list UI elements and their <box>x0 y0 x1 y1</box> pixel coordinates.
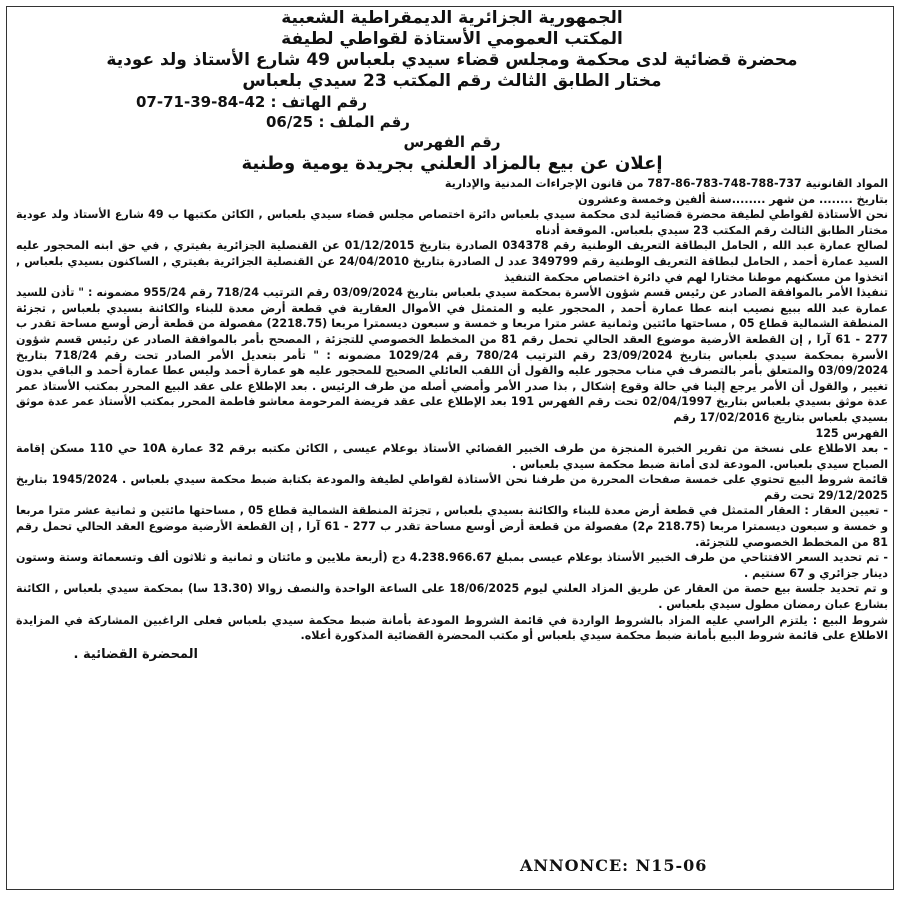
header-file-number: رقم الملف : 06/25 <box>266 113 410 131</box>
legal-notice <box>16 8 888 888</box>
legal-articles: المواد القانونية 737-788-748-783-86-787 من قانون الإجراءات المدنية والإدارية <box>444 177 888 190</box>
paragraph-index: الفهرس 125 <box>815 426 888 440</box>
notice-title: إعلان عن بيع بالمزاد العلني بجريدة يومية وطنية <box>241 153 663 174</box>
paragraph-order: تنفيذا الأمر بالموافقة الصادر عن رئيس قسم شؤون الأسرة بمحكمة سيدي بلعباس بتاريخ 03/09/2024 رقم الترتيب 718/24 رقم 955/24 مضمونه : " تأذن للسيد عمارة عبد الله ببيع نصيب ابنه عطا عمارة أحمد , المحجور عليه و المتمثل في الأموال العقارية في قطعة أرض معدة للبناء والكائنة بسيدي بلعباس , تجزئة المنطقة الشمالية قطاع 05 , مساحتها مائتين وثمانية عشر مترا مربعا و خمسة و سبعون ديسمترا مربعا (2218.75) مفصولة من قطعة أرض أوسع مساحة تقدر ب 277 - 61 آرا , إن القطعة الأرضية موضوع العقد الحالي تحمل رقم 81 من المخطط الخصوصي للتجزئة , المصحح بأمر بالموافقة الصادر عن رئيس قسم شؤون الأسرة بمحكمة سيدي بلعباس بتاريخ 23/09/2024 رقم الترتيب 780/24 رقم 1029/24 مضمونه : " تأمر بتعديل الأمر الصادر تحت رقم 718/24 بتاريخ 03/09/2024 والمتعلق بأمر بالتصرف في مناب محجور عليه والقول أن اللقب العائلي الصحيح للمحجور عليه هو عمارة أحمد وليس عطا عمارة أحمد و الباقي بدون تغيير , والقول أن الأمر يرجع إلينا في حالة وقوع إشكال , بذا صدر الأمر وأمضي أصله من طرف الرئيس . بعد الإطلاع على عقد البيع المحرر بمكتب الأستاذ عمر عدة موثق بسيدي بلعباس بتاريخ 02/04/1997 تحت رقم الفهرس 191 بعد الإطلاع على عقد فريضة المرحومة معاشو فاطمة المحرر بمكتب الأستاذ عمر عدة موثق بسيدي بلعباس بتاريخ 17/02/2016 رقم <box>16 286 888 424</box>
header-phone: رقم الهاتف : 42-84-39-71-07 <box>136 93 368 111</box>
header-address: مختار الطابق الثالث رقم المكتب 23 سيدي بلعباس <box>242 71 662 91</box>
signature: المحضرة القضائية . <box>73 646 198 662</box>
paragraph-property: - تعيين العقار : العقار المتمثل في قطعة أرض معدة للبناء والكائنة بسيدي بلعباس , تجزئة المنطقة الشمالية قطاع 05 , مساحتها مائتين و ثمانية عشر مترا مربعا و خمسة و سبعون ديسمترا مربعا (218.75 م2) مفصولة من قطعة أرض أوسع مساحة تقدر ب 277 - 61 آرا , إن القطعة الأرضية موضوع العقد الحالي تحمل رقم 81 من المخطط الخصوصي للتجزئة. <box>16 504 888 549</box>
header-index: رقم الفهرس <box>403 133 501 151</box>
notice-body <box>16 176 888 644</box>
paragraph-sale-conditions: شروط البيع : يلتزم الراسي عليه المزاد بالشروط الواردة في قائمة الشروط المودعة بأمانة ضبط محكمة سيدي بلعباس فعلى الراغبين المشاركة في المزايدة الاطلاع على قائمة شروط البيع بأمانة ضبط محكمة سيدي بلعباس أو مكتب المحضرة القضائية المذكورة أعلاه. <box>16 613 888 643</box>
notice-date: بتاريخ ........ من شهر ........سنة ألفين وخمسة وعشرون <box>578 192 888 206</box>
paragraph-conditions-list: قائمة شروط البيع تحتوي على خمسة صفحات المحررة من طرفنا نحن الأستاذة لقواطي لطيفة والمودعة بكتابة ضبط محكمة سيدي بلعباس . 1945/2024 بتاريخ 29/12/2025 تحت رقم <box>16 473 888 502</box>
header-office: المكتب العمومي الأستاذة لقواطي لطيفة <box>281 29 623 49</box>
paragraph-bailiff: نحن الأستاذة لقواطي لطيفة محضرة قضائية لدى محكمة سيدي بلعباس دائرة اختصاص مجلس قضاء سيدي بلعباس , الكائن مكتبها ب 49 شارع الأستاذ ولد عودية مختار الطابق الثالث رقم المكتب 23 سيدي بلعباس. الموقعة أدناه <box>16 208 888 237</box>
paragraph-expertise: - بعد الاطلاع على نسخة من تقرير الخبرة المنجزة من طرف الخبير القضائي الأستاذ بوعلام عيسى , الكائن مكتبه برقم 32 عمارة 10A حي 110 مسكن إقامة الصباح سيدي بلعباس. المودعة لدى أمانة ضبط محكمة سيدي بلعباس . <box>16 442 888 471</box>
paragraph-beneficiary: لصالح عمارة عبد الله , الحامل البطاقة التعريف الوطنية رقم 034378 الصادرة بتاريخ 01/12/2015 عن القنصلية الجزائرية بفيتري , في حق ابنه المحجور عليه السيد عمارة أحمد , الحامل لبطاقة التعريف الوطنية رقم 349799 عدد ل الصادرة بتاريخ 24/04/2010 عن القنصلية الجزائرية بفيتري , الساكنون بسيدي بلعباس , اتخذوا من مسكنهم موطنا مختارا لهم في دائرة اختصاص محكمة التنفيذ <box>16 239 888 284</box>
annonce-number: ANNONCE: N15-06 <box>520 856 708 875</box>
paragraph-price: - تم تحديد السعر الافتتاحي من طرف الخبير الأستاذ بوعلام عيسى بمبلغ 4.238.966.67 دج (أربعة ملايين و مائتان و ثمانية و ثلاثون ألف وتسعمائة وستة وستون دينار جزائري و 67 سنتيم . <box>16 551 888 580</box>
paragraph-session: و تم تحديد جلسة بيع حصة من العقار عن طريق المزاد العلني ليوم 18/06/2025 على الساعة الواحدة والنصف زوالا (13.30 سا) بمحكمة سيدي بلعباس , الكائنة بشارع عبان رمضان مطول سيدي بلعباس . <box>16 582 888 612</box>
header-bailiff: محضرة قضائية لدى محكمة ومجلس قضاء سيدي بلعباس 49 شارع الأستاذ ولد عودية <box>106 50 798 70</box>
header-republic: الجمهورية الجزائرية الديمقراطية الشعبية <box>281 8 623 28</box>
